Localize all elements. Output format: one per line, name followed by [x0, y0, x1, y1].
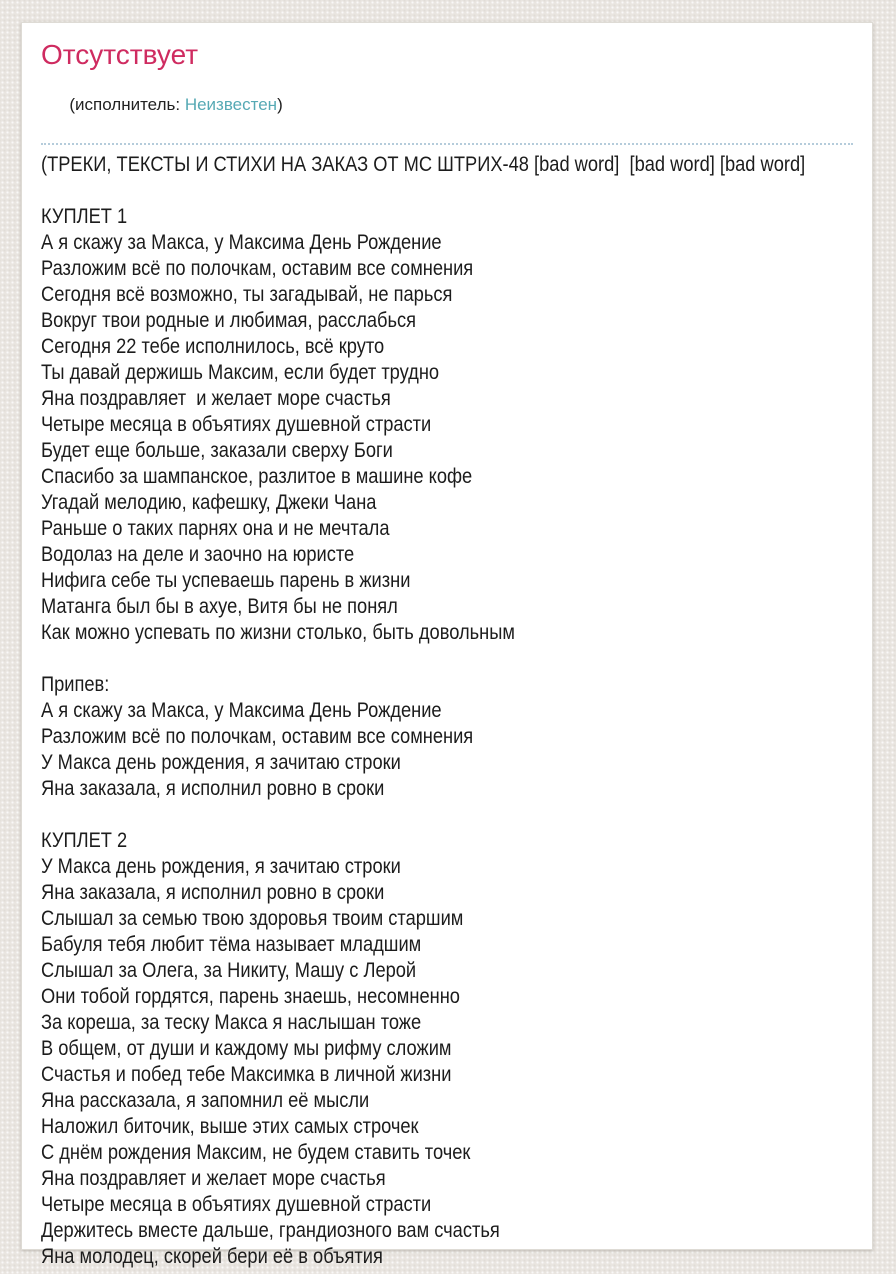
lyric-line: А я скажу за Макса, у Максима День Рождение	[41, 699, 442, 722]
lyric-block	[41, 828, 853, 1270]
lyric-line: Яна заказала, я исполнил ровно в сроки	[41, 777, 385, 800]
lyric-block	[41, 672, 853, 802]
lyric-line: Водолаз на деле и заочно на юристе	[41, 543, 355, 566]
lyric-line: Наложил биточик, выше этих самых строчек	[41, 1115, 419, 1138]
lyric-line: КУПЛЕТ 2	[41, 829, 128, 852]
lyric-line: Четыре месяца в объятиях душевной страсти	[41, 413, 432, 436]
lyric-line: Яна молодец, скорей бери её в объятия	[41, 1245, 383, 1268]
lyric-line: Раньше о таких парнях она и не мечтала	[41, 517, 390, 540]
lyric-line: Будет еще больше, заказали сверху Боги	[41, 439, 393, 462]
lyric-block	[41, 204, 853, 646]
lyric-line: Яна заказала, я исполнил ровно в сроки	[41, 881, 385, 904]
lyric-line: Матанга был бы в ахуе, Витя бы не понял	[41, 595, 398, 618]
lyric-line: КУПЛЕТ 1	[41, 205, 128, 228]
artist-line	[41, 72, 853, 138]
artist-label-prefix: (исполнитель:	[69, 95, 185, 114]
lyric-line: Четыре месяца в объятиях душевной страсти	[41, 1193, 432, 1216]
lyric-line: С днём рождения Максим, не будем ставить точек	[41, 1141, 471, 1164]
lyric-line: Угадай мелодию, кафешку, Джеки Чана	[41, 491, 377, 514]
lyric-line: За кореша, за теску Макса я наслышан тоже	[41, 1011, 422, 1034]
lyric-line: Сегодня 22 тебе исполнилось, всё круто	[41, 335, 385, 358]
lyric-line: Нифига себе ты успеваешь парень в жизни	[41, 569, 411, 592]
lyric-line: Яна поздравляет и желает море счастья	[41, 387, 391, 410]
lyric-line: Разложим всё по полочкам, оставим все сомнения	[41, 257, 474, 280]
lyric-line: Спасибо за шампанское, разлитое в машине кофе	[41, 465, 473, 488]
lyric-line: Счастья и побед тебе Максимка в личной жизни	[41, 1063, 452, 1086]
lyric-line: Как можно успевать по жизни столько, быть довольным	[41, 621, 515, 644]
lyrics-card	[21, 22, 873, 1268]
lyric-line: У Макса день рождения, я зачитаю строки	[41, 855, 401, 878]
lyric-line: Они тобой гордятся, парень знаешь, несомненно	[41, 985, 460, 1008]
lyric-block	[41, 152, 853, 178]
lyric-line: В общем, от души и каждому мы рифму сложим	[41, 1037, 452, 1060]
song-header	[41, 38, 853, 145]
lyric-line: Сегодня всё возможно, ты загадывай, не парься	[41, 283, 453, 306]
artist-link[interactable]: Неизвестен	[184, 95, 278, 114]
lyric-line: Слышал за семью твою здоровья твоим старшим	[41, 907, 464, 930]
lyric-line: Яна поздравляет и желает море счастья	[41, 1167, 386, 1190]
lyric-line: Разложим всё по полочкам, оставим все сомнения	[41, 725, 474, 748]
lyric-line: Вокруг твои родные и любимая, расслабься	[41, 309, 417, 332]
lyric-line: Слышал за Олега, за Никиту, Машу с Лерой	[41, 959, 417, 982]
artist-label-suffix: )	[277, 95, 283, 114]
lyric-line: Ты давай держишь Максим, если будет трудно	[41, 361, 440, 384]
lyric-line: У Макса день рождения, я зачитаю строки	[41, 751, 401, 774]
lyrics	[41, 152, 853, 1270]
lyric-line: Бабуля тебя любит тёма называет младшим	[41, 933, 422, 956]
song-title: Отсутствует	[41, 39, 199, 70]
lyric-line: Припев:	[41, 673, 110, 696]
lyric-line: Держитесь вместе дальше, грандиозного вам счастья	[41, 1219, 500, 1242]
lyric-line: (ТРЕКИ, ТЕКСТЫ И СТИХИ НА ЗАКАЗ ОТ МС ШТРИХ-48 [bad word] [bad word] [bad word]	[41, 153, 806, 176]
lyric-line: А я скажу за Макса, у Максима День Рождение	[41, 231, 442, 254]
lyric-line: Яна рассказала, я запомнил её мысли	[41, 1089, 370, 1112]
